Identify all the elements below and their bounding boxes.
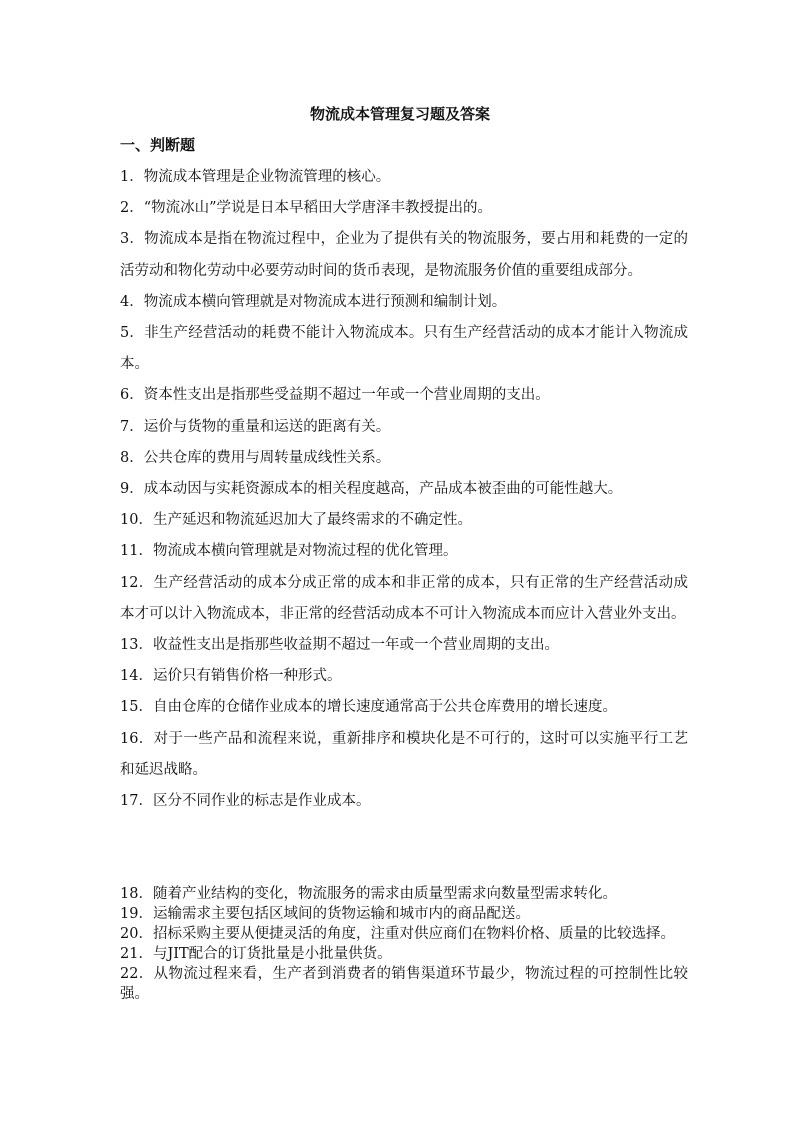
question-item: 5．非生产经营活动的耗费不能计入物流成本。只有生产经营活动的成本才能计入物流成本。 bbox=[120, 325, 688, 373]
question-item: 15．自由仓库的仓储作业成本的增长速度通常高于公共仓库费用的增长速度。 bbox=[120, 699, 617, 716]
section-heading: 一、判断题 bbox=[120, 136, 196, 154]
question-item: 12．生产经营活动的成本分成正常的成本和非正常的成本，只有正常的生产经营活动成本才可以计入物流成本，非正常的经营活动成本不可计入物流成本而应计入营业外支出。 bbox=[120, 574, 688, 622]
question-item: 20．招标采购主要从便捷灵活的角度，注重对供应商们在物料价格、质量的比较选择。 bbox=[120, 926, 675, 942]
question-item: 10．生产延迟和物流延迟加大了最终需求的不确定性。 bbox=[120, 512, 472, 529]
document-title: 物流成本管理复习题及答案 bbox=[309, 105, 490, 123]
question-item: 16．对于一些产品和流程来说，重新排序和模块化是不可行的，这时可以实施平行工艺和延迟战略。 bbox=[120, 730, 688, 778]
question-item: 2．“物流冰山”学说是日本早稻田大学唐泽丰教授提出的。 bbox=[120, 200, 493, 217]
question-item: 1．物流成本管理是企业物流管理的核心。 bbox=[120, 169, 391, 185]
question-item: 11．物流成本横向管理就是对物流过程的优化管理。 bbox=[120, 543, 458, 560]
question-item: 19．运输需求主要包括区域间的货物运输和城市内的商品配送。 bbox=[120, 906, 530, 922]
question-list bbox=[120, 162, 688, 817]
question-list-compact bbox=[120, 884, 688, 1004]
question-item: 14．运价只有销售价格一种形式。 bbox=[120, 668, 342, 685]
question-item: 4．物流成本横向管理就是对物流成本进行预测和编制计划。 bbox=[120, 293, 507, 310]
question-item: 22．从物流过程来看，生产者到消费者的销售渠道环节最少，物流过程的可控制性比较强。 bbox=[120, 966, 688, 1002]
question-item: 6．资本性支出是指那些受益期不超过一年或一个营业周期的支出。 bbox=[120, 387, 550, 404]
question-item: 8．公共仓库的费用与周转量成线性关系。 bbox=[120, 449, 391, 466]
question-item: 13．收益性支出是指那些收益期不超过一年或一个营业周期的支出。 bbox=[120, 637, 559, 654]
question-item: 18．随着产业结构的变化，物流服务的需求由质量型需求向数量型需求转化。 bbox=[120, 886, 617, 902]
question-item: 17．区分不同作业的标志是作业成本。 bbox=[120, 793, 371, 810]
question-item: 3．物流成本是指在物流过程中，企业为了提供有关的物流服务，要占用和耗费的一定的活劳动和物化劳动中必要劳动时间的货币表现，是物流服务价值的重要组成部分。 bbox=[120, 231, 688, 279]
question-item: 9．成本动因与实耗资源成本的相关程度越高，产品成本被歪曲的可能性越大。 bbox=[120, 481, 623, 498]
question-item: 7．运价与货物的重量和运送的距离有关。 bbox=[120, 418, 391, 435]
question-item: 21．与JIT配合的订货批量是小批量供货。 bbox=[120, 946, 392, 962]
